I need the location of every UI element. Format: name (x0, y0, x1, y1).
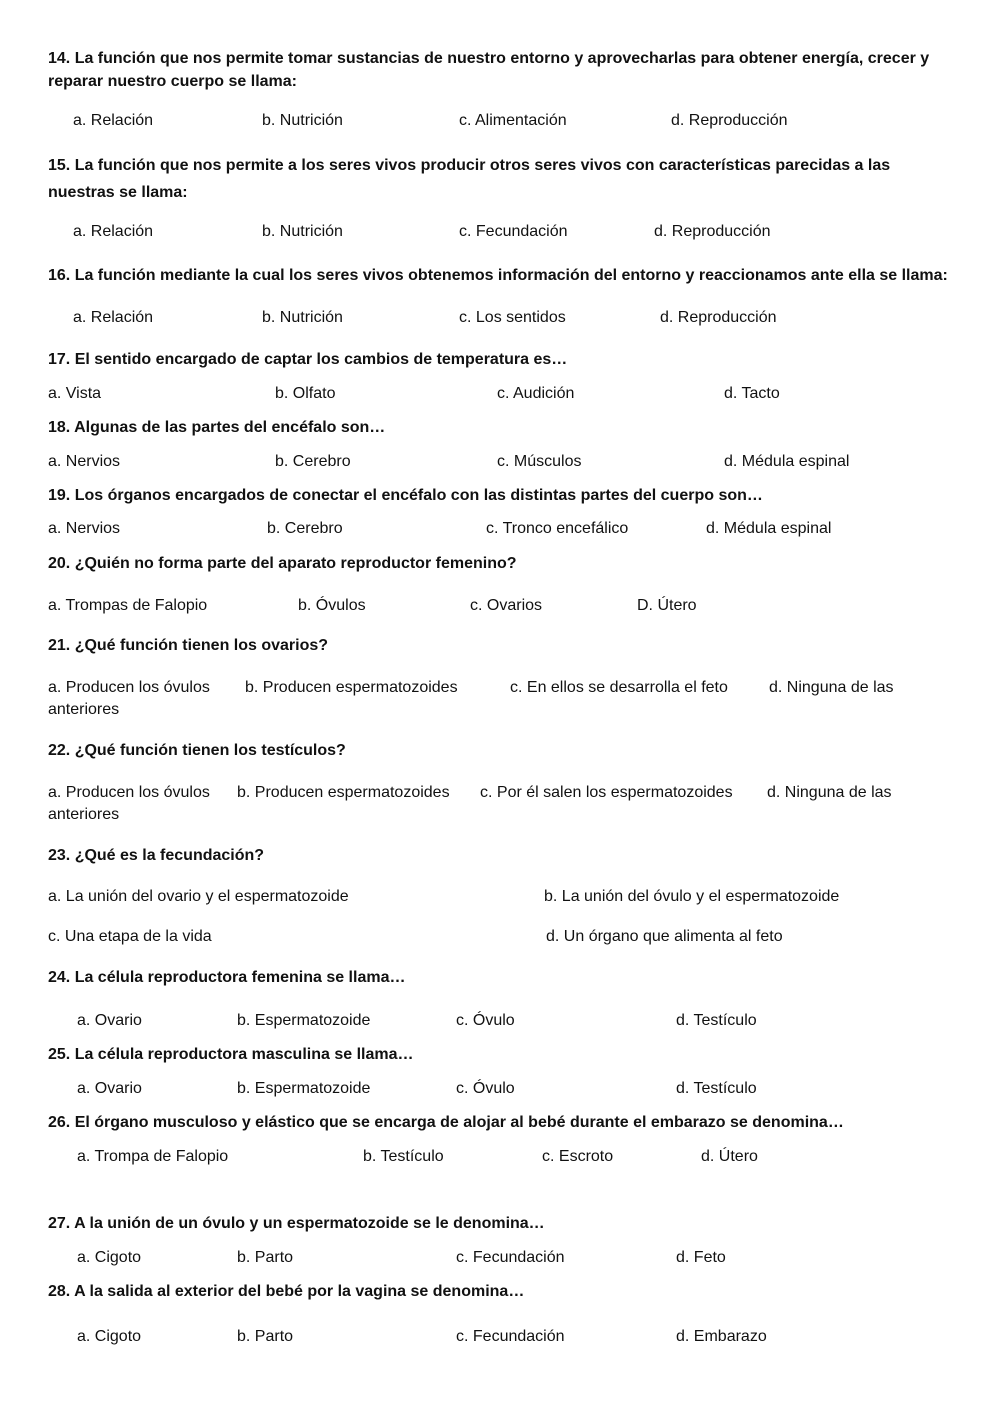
q22-option-d-continued: anteriores (48, 806, 120, 823)
q27-option-d[interactable]: d. Feto (676, 1249, 726, 1266)
q20-option-b[interactable]: b. Óvulos (298, 597, 366, 614)
question-18: 18. Algunas de las partes del encéfalo son… (48, 419, 386, 436)
q20-option-d[interactable]: D. Útero (637, 597, 697, 614)
q14-option-b[interactable]: b. Nutrición (262, 112, 343, 129)
question-21: 21. ¿Qué función tienen los ovarios? (48, 637, 329, 654)
q26-option-a[interactable]: a. Trompa de Falopio (77, 1148, 229, 1165)
question-24: 24. La célula reproductora femenina se llama… (48, 969, 406, 986)
question-17: 17. El sentido encargado de captar los cambios de temperatura es… (48, 351, 568, 368)
q16-option-d[interactable]: d. Reproducción (660, 309, 777, 326)
question-27: 27. A la unión de un óvulo y un espermatozoide se le denomina… (48, 1215, 545, 1232)
q17-option-b[interactable]: b. Olfato (275, 385, 336, 402)
q26-option-b[interactable]: b. Testículo (363, 1148, 444, 1165)
q17-option-d[interactable]: d. Tacto (724, 385, 780, 402)
q26-option-d[interactable]: d. Útero (701, 1148, 758, 1165)
q19-option-c[interactable]: c. Tronco encefálico (486, 520, 629, 537)
q18-option-d[interactable]: d. Médula espinal (724, 453, 850, 470)
q18-option-c[interactable]: c. Músculos (497, 453, 582, 470)
q14-option-a[interactable]: a. Relación (73, 112, 154, 129)
q19-option-d[interactable]: d. Médula espinal (706, 520, 832, 537)
q24-option-d[interactable]: d. Testículo (676, 1012, 757, 1029)
q15-option-a[interactable]: a. Relación (73, 223, 154, 240)
q20-option-a[interactable]: a. Trompas de Falopio (48, 597, 208, 614)
q21-option-a[interactable]: a. Producen los óvulos (48, 679, 210, 696)
q22-option-c[interactable]: c. Por él salen los espermatozoides (480, 784, 733, 801)
q27-option-a[interactable]: a. Cigoto (77, 1249, 142, 1266)
q28-option-c[interactable]: c. Fecundación (456, 1328, 565, 1345)
q21-option-c[interactable]: c. En ellos se desarrolla el feto (510, 679, 728, 696)
question-16: 16. La función mediante la cual los seres vivos obtenemos información del entorno y reaccionamos ante ella se llama: (48, 267, 948, 284)
q23-option-c[interactable]: c. Una etapa de la vida (48, 928, 212, 945)
q28-option-d[interactable]: d. Embarazo (676, 1328, 767, 1345)
q20-option-c[interactable]: c. Ovarios (470, 597, 543, 614)
q22-option-d[interactable]: d. Ninguna de las (767, 784, 892, 801)
question-19: 19. Los órganos encargados de conectar el encéfalo con las distintas partes del cuerpo son… (48, 487, 763, 504)
q14-option-d[interactable]: d. Reproducción (671, 112, 788, 129)
q26-option-c[interactable]: c. Escroto (542, 1148, 614, 1165)
q16-option-a[interactable]: a. Relación (73, 309, 154, 326)
question-26: 26. El órgano musculoso y elástico que se encarga de alojar al bebé durante el embarazo se denomina… (48, 1114, 844, 1131)
q27-option-b[interactable]: b. Parto (237, 1249, 294, 1266)
q27-option-c[interactable]: c. Fecundación (456, 1249, 565, 1266)
q22-option-b[interactable]: b. Producen espermatozoides (237, 784, 450, 801)
q22-option-a[interactable]: a. Producen los óvulos (48, 784, 210, 801)
q16-option-b[interactable]: b. Nutrición (262, 309, 343, 326)
q24-option-b[interactable]: b. Espermatozoide (237, 1012, 371, 1029)
question-22: 22. ¿Qué función tienen los testículos? (48, 742, 346, 759)
q24-option-a[interactable]: a. Ovario (77, 1012, 142, 1029)
q25-option-a[interactable]: a. Ovario (77, 1080, 142, 1097)
question-23: 23. ¿Qué es la fecundación? (48, 847, 265, 864)
q24-option-c[interactable]: c. Óvulo (456, 1012, 515, 1029)
q28-option-b[interactable]: b. Parto (237, 1328, 294, 1345)
q21-option-d[interactable]: d. Ninguna de las (769, 679, 894, 696)
q25-option-b[interactable]: b. Espermatozoide (237, 1080, 371, 1097)
question-28: 28. A la salida al exterior del bebé por la vagina se denomina… (48, 1283, 525, 1300)
q23-option-a[interactable]: a. La unión del ovario y el espermatozoide (48, 888, 349, 905)
q25-option-c[interactable]: c. Óvulo (456, 1080, 515, 1097)
q15-option-b[interactable]: b. Nutrición (262, 223, 343, 240)
q21-option-d-continued: anteriores (48, 701, 120, 718)
question-14: 14. La función que nos permite tomar sustancias de nuestro entorno y aprovecharlas para obtener energía, crecer y reparar nuestro cuerpo se llama: (48, 50, 930, 90)
q18-option-a[interactable]: a. Nervios (48, 453, 121, 470)
q19-option-a[interactable]: a. Nervios (48, 520, 121, 537)
q17-option-a[interactable]: a. Vista (48, 385, 102, 402)
q21-option-b[interactable]: b. Producen espermatozoides (245, 679, 458, 696)
q28-option-a[interactable]: a. Cigoto (77, 1328, 142, 1345)
question-20: 20. ¿Quién no forma parte del aparato reproductor femenino? (48, 555, 517, 572)
question-25: 25. La célula reproductora masculina se llama… (48, 1046, 414, 1063)
q15-option-c[interactable]: c. Fecundación (459, 223, 568, 240)
q18-option-b[interactable]: b. Cerebro (275, 453, 351, 470)
q17-option-c[interactable]: c. Audición (497, 385, 575, 402)
q23-option-d[interactable]: d. Un órgano que alimenta al feto (546, 928, 783, 945)
q23-option-b[interactable]: b. La unión del óvulo y el espermatozoide (544, 888, 840, 905)
q14-option-c[interactable]: c. Alimentación (459, 112, 567, 129)
question-15: 15. La función que nos permite a los seres vivos producir otros seres vivos con características parecidas a las nuestras se llama: (48, 157, 891, 201)
q16-option-c[interactable]: c. Los sentidos (459, 309, 566, 326)
q25-option-d[interactable]: d. Testículo (676, 1080, 757, 1097)
q19-option-b[interactable]: b. Cerebro (267, 520, 343, 537)
q15-option-d[interactable]: d. Reproducción (654, 223, 771, 240)
